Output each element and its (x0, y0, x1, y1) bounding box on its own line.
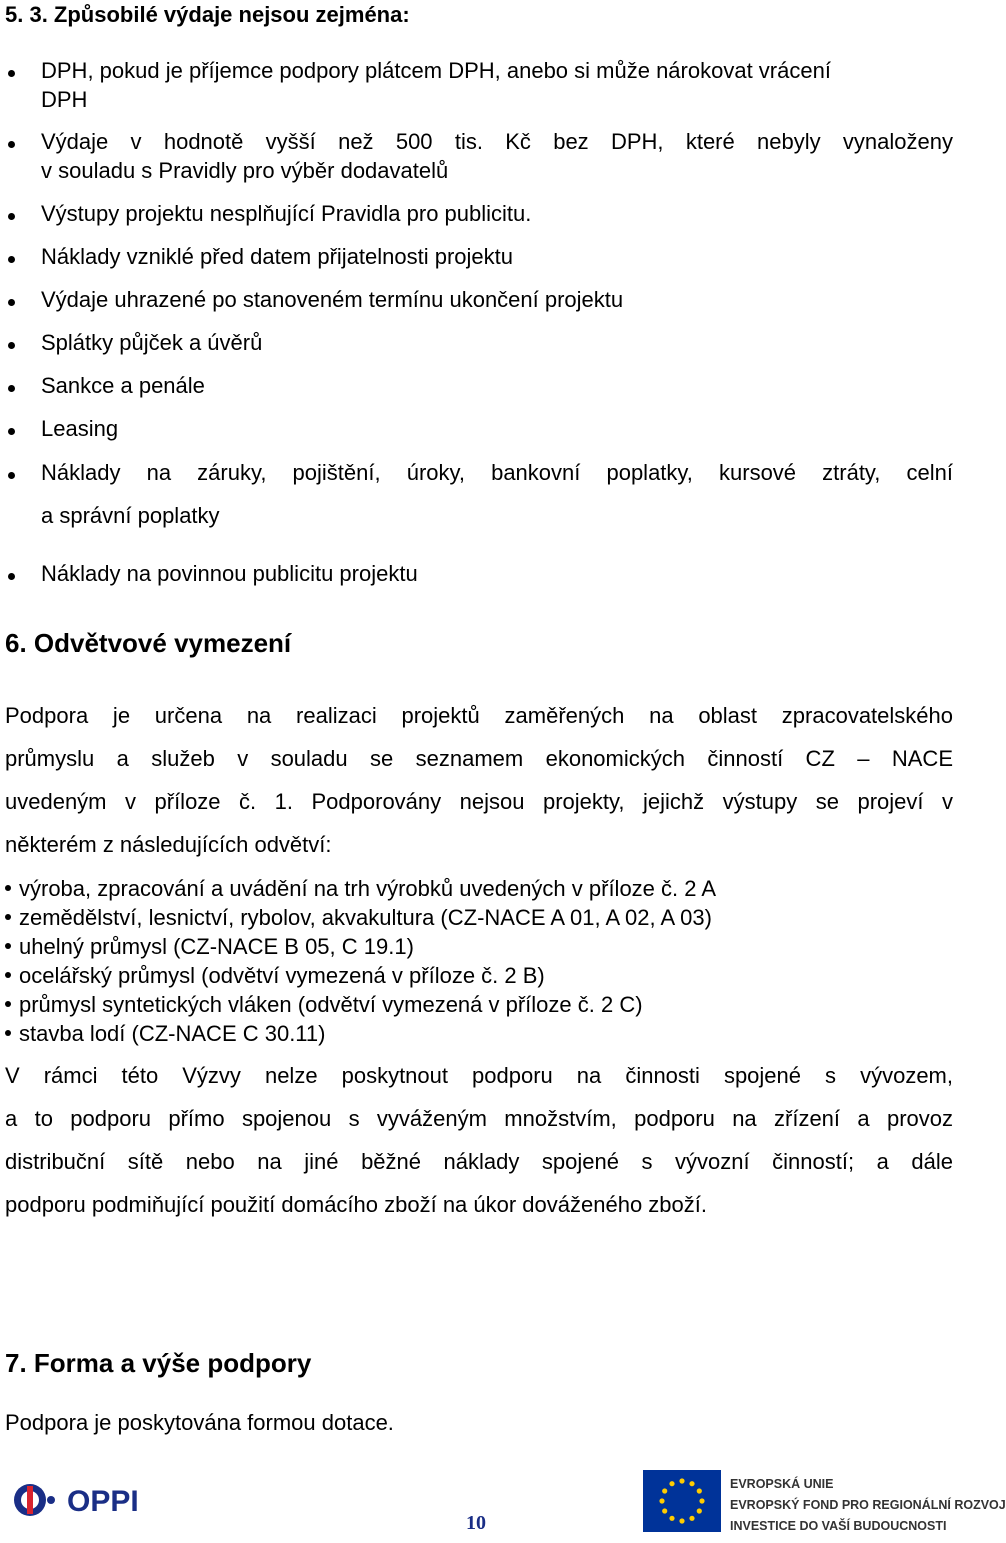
bullet-icon (8, 428, 15, 435)
bullet-icon (5, 1030, 11, 1036)
paragraph-line: uvedeným v příloze č. 1. Podporovány nejsou projekty, jejichž výstupy se projeví v (5, 789, 953, 814)
bullet-icon (8, 141, 15, 148)
list-item-text: výroba, zpracování a uvádění na trh výrobků uvedených v příloze č. 2 A (19, 876, 717, 901)
oppi-logo-text: OPPI (67, 1485, 139, 1518)
bullet-icon (5, 1001, 11, 1007)
list-item: Náklady vzniklé před datem přijatelnosti projektu (41, 244, 514, 269)
bullet-icon (8, 385, 15, 392)
list-item (5, 934, 414, 960)
list-item: Výdaje uhrazené po stanoveném termínu ukončení projektu (41, 287, 624, 312)
paragraph-line: a to podporu přímo spojenou s vyváženým množstvím, podporu na zřízení a provoz (5, 1106, 953, 1131)
paragraph-line: V rámci této Výzvy nelze poskytnout podporu na činnosti spojené s vývozem, (5, 1063, 953, 1088)
bullet-icon (5, 972, 11, 978)
list-item-continuation: v souladu s Pravidly pro výběr dodavatelů (41, 158, 449, 183)
paragraph-line: Podpora je určena na realizaci projektů zaměřených na oblast zpracovatelského (5, 703, 953, 728)
page-number: 10 (466, 1512, 486, 1534)
list-item: Splátky půjček a úvěrů (41, 330, 263, 355)
section-heading-7: 7. Forma a výše podpory (5, 1348, 312, 1378)
eu-label-line: EVROPSKÝ FOND PRO REGIONÁLNÍ ROZVOJ (730, 1498, 1006, 1512)
list-item: Leasing (41, 416, 119, 441)
eu-label-line: INVESTICE DO VAŠÍ BUDOUCNOSTI (730, 1519, 947, 1533)
bullet-icon (8, 299, 15, 306)
list-item-text: uhelný průmysl (CZ-NACE B 05, C 19.1) (19, 934, 414, 959)
bullet-icon (8, 70, 15, 77)
oppi-logo-icon (12, 1478, 172, 1522)
paragraph-line: průmyslu a služeb v souladu se seznamem ekonomických činností CZ – NACE (5, 746, 953, 771)
list-item (5, 876, 716, 902)
bullet-icon (5, 943, 11, 949)
list-item-text: průmysl syntetických vláken (odvětví vymezená v příloze č. 2 C) (19, 992, 643, 1017)
list-item: Náklady na záruky, pojištění, úroky, bankovní poplatky, kursové ztráty, celní (41, 460, 953, 485)
list-item-continuation: DPH (41, 87, 88, 112)
paragraph-line: distribuční sítě nebo na jiné běžné náklady spojené s vývozní činností; a dále (5, 1149, 953, 1174)
bullet-icon (5, 914, 11, 920)
list-item-text: stavba lodí (CZ-NACE C 30.11) (19, 1021, 326, 1046)
list-item: Náklady na povinnou publicitu projektu (41, 561, 418, 586)
section-heading-6: 6. Odvětvové vymezení (5, 628, 292, 658)
bullet-icon (8, 213, 15, 220)
list-item: Sankce a penále (41, 373, 205, 398)
eu-flag-icon (643, 1470, 721, 1537)
bullet-icon (8, 573, 15, 580)
bullet-icon (8, 472, 15, 479)
list-item-continuation: a správní poplatky (41, 503, 220, 528)
paragraph-line: podporu podmiňující použití domácího zboží na úkor dováženého zboží. (5, 1192, 708, 1217)
bullet-icon (5, 885, 11, 891)
bullet-icon (8, 342, 15, 349)
list-item (5, 992, 643, 1018)
list-item: Výstupy projektu nesplňující Pravidla pro publicitu. (41, 201, 532, 226)
section-heading-5-3: 5. 3. Způsobilé výdaje nejsou zejména: (5, 2, 410, 27)
list-item: Výdaje v hodnotě vyšší než 500 tis. Kč bez DPH, které nebyly vynaloženy (41, 129, 953, 154)
list-item: DPH, pokud je příjemce podpory plátcem DPH, anebo si může nárokovat vrácení (41, 58, 831, 83)
list-item (5, 1021, 325, 1047)
list-item-text: ocelářský průmysl (odvětví vymezená v příloze č. 2 B) (19, 963, 545, 988)
paragraph-line: Podpora je poskytována formou dotace. (5, 1410, 394, 1435)
list-item (5, 905, 712, 931)
bullet-icon (8, 256, 15, 263)
oppi-logo (12, 1478, 172, 1527)
eu-label-line: EVROPSKÁ UNIE (730, 1477, 834, 1491)
paragraph-line: některém z následujících odvětví: (5, 832, 332, 857)
list-item (5, 963, 545, 989)
list-item-text: zemědělství, lesnictví, rybolov, akvakultura (CZ-NACE A 01, A 02, A 03) (19, 905, 712, 930)
